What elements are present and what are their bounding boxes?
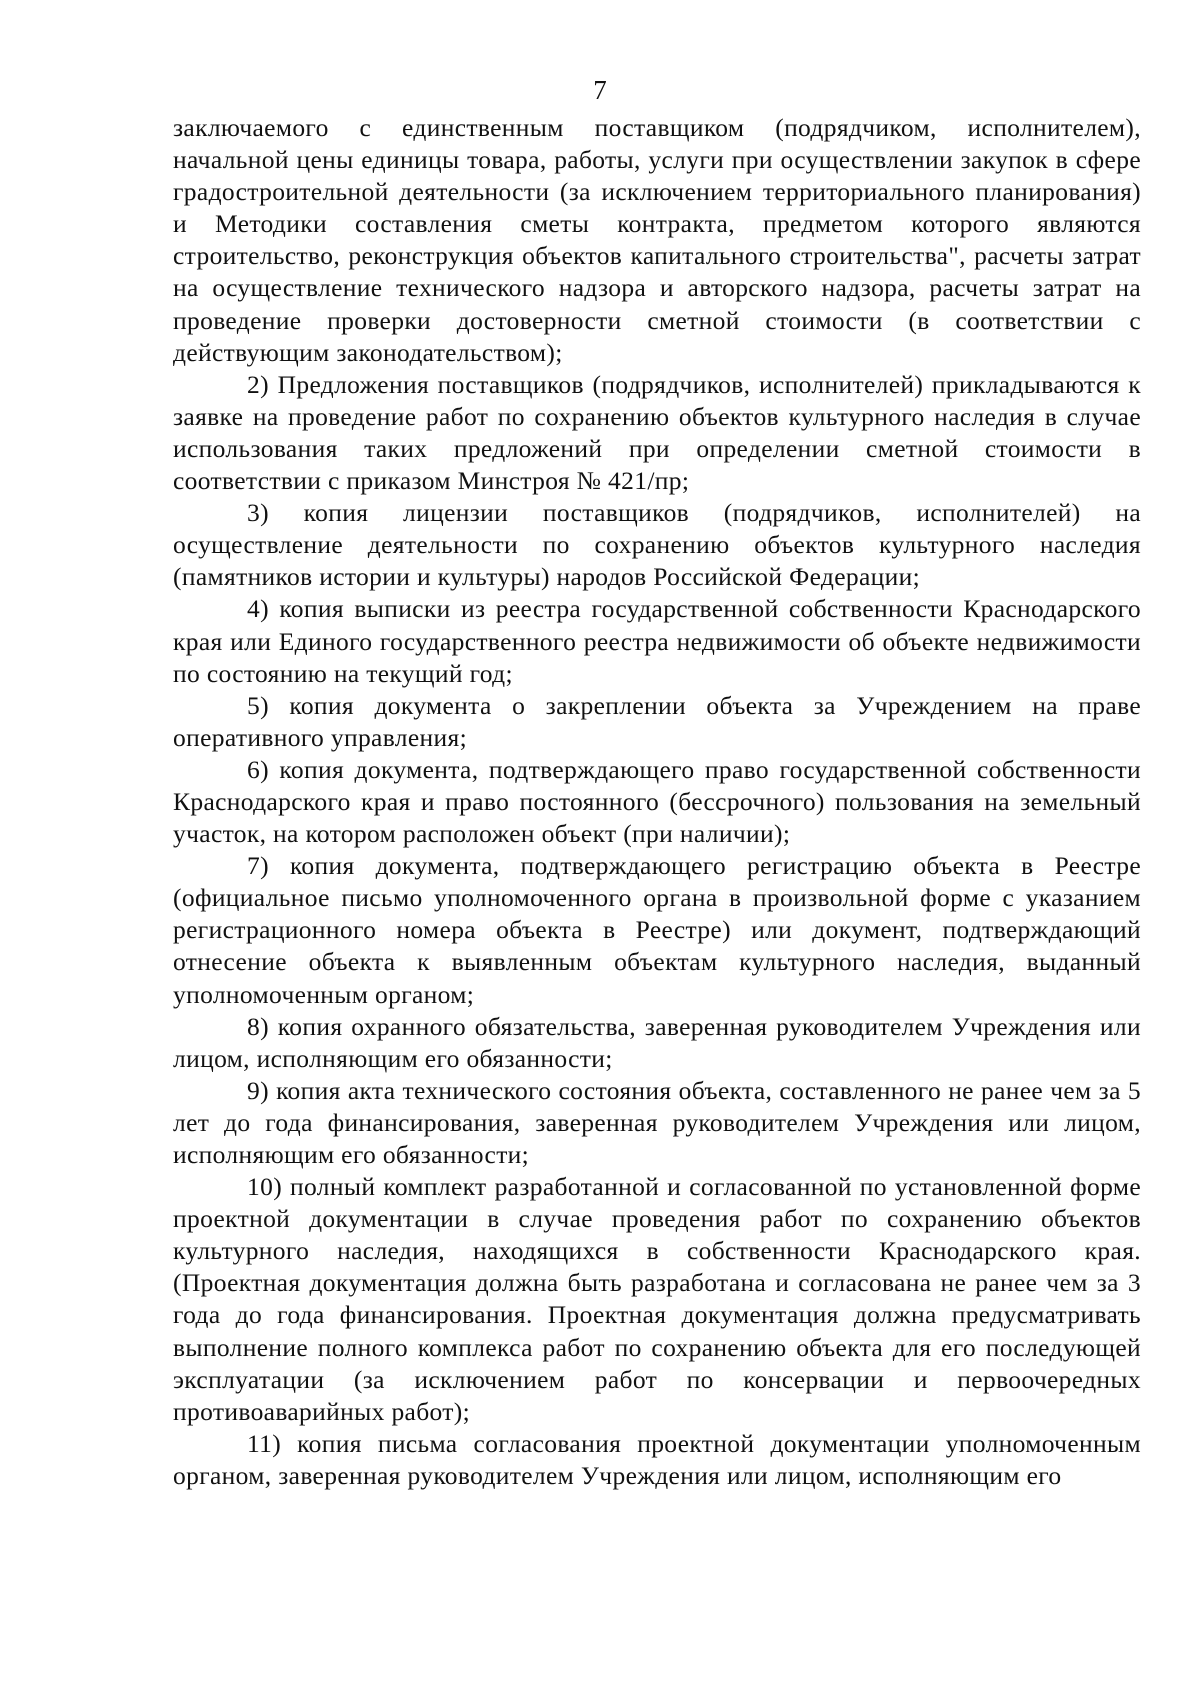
list-item: 11) копия письма согласования проектной документации уполномоченным органом, заверенная руководителем Учреждения или лицом, исполняющим его [173,1428,1141,1490]
document-body [173,112,1141,1492]
page-number: 7 [593,75,607,105]
list-item: 4) копия выписки из реестра государственной собственности Краснодарского края или Единого государственного реестра недвижимости об объекте недвижимости по состоянию на текущий год; [173,594,1141,688]
list-item: 6) копия документа, подтверждающего право государственной собственности Краснодарского края и право постоянного (бессрочного) пользования на земельный участок, на котором расположен объект (при наличии); [173,754,1141,849]
list-item: 8) копия охранного обязательства, заверенная руководителем Учреждения или лицом, исполняющим его обязанности; [173,1011,1141,1073]
list-item: 7) копия документа, подтверждающего регистрацию объекта в Реестре (официальное письмо уполномоченного органа в произвольной форме с указанием регистрационного номера объекта в Реестре) или документ, подтверждающий отнесение объекта к выявленным объектам культурного наследия, выданный уполномоченным органом; [173,851,1141,1009]
list-item: 10) полный комплект разработанной и согласованной по установленной форме проектной документации в случае проведения работ по сохранению объектов культурного наследия, находящихся в собственности Краснодарского края. (Проектная документация должна быть разработана и согласована не ранее чем за 3 года до года финансирования. Проектная документация должна предусматривать выполнение полного комплекса работ по сохранению объекта для его последующей эксплуатации (за исключением работ по консервации и первоочередных противоаварийных работ); [173,1172,1141,1426]
paragraph: заключаемого с единственным поставщиком (подрядчиком, исполнителем), начальной цены единицы товара, работы, услуги при осуществлении закупок в сфере градостроительной деятельности (за исключением территориального планирования) и Методики составления сметы контракта, предметом которого являются строительство, реконструкция объектов капитального строительства", расчеты затрат на осуществление технического надзора и авторского надзора, расчеты затрат на проведение проверки достоверности сметной стоимости (в соответствии с действующим законодательством); [173,113,1141,367]
list-item: 5) копия документа о закреплении объекта за Учреждением на праве оперативного управления; [173,690,1141,752]
list-item: 9) копия акта технического состояния объекта, составленного не ранее чем за 5 лет до года финансирования, заверенная руководителем Учреждения или лицом, исполняющим его обязанности; [173,1075,1141,1169]
list-item: 2) Предложения поставщиков (подрядчиков, исполнителей) прикладываются к заявке на проведение работ по сохранению объектов культурного наследия в случае использования таких предложений при определении сметной стоимости в соответствии с приказом Минстроя № 421/пр; [173,369,1141,496]
list-item: 3) копия лицензии поставщиков (подрядчиков, исполнителей) на осуществление деятельности по сохранению объектов культурного наследия (памятников истории и культуры) народов Российской Федерации; [173,498,1141,592]
